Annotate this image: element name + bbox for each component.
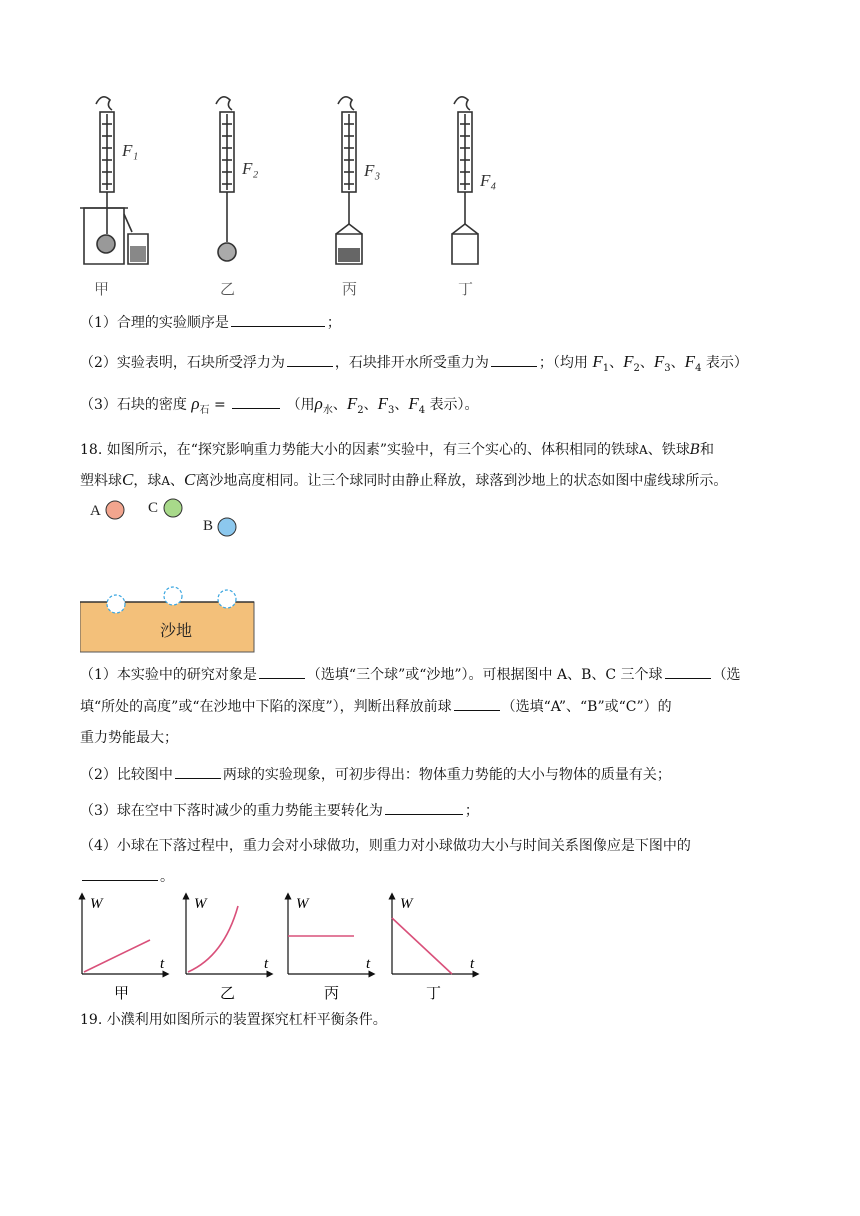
graph-bing-y-label: W [296,896,309,912]
q19-intro: 19. 小濮利用如图所示的装置探究杠杆平衡条件。 [80,1012,387,1028]
graph-jia-y-label: W [90,896,103,912]
answer-blank[interactable] [454,696,500,711]
graph-ding-y-label: W [400,896,413,912]
graph-ding-curve [392,918,452,974]
q18-intro-line1: 18. 如图所示，在“探究影响重力势能大小的因素”实验中，有三个实心的、体积相同的铁球A、铁球B和 [80,442,714,458]
answer-blank[interactable] [175,764,221,779]
graph-yi-name: 乙 [220,984,236,1002]
ball-A [106,501,124,519]
step-label-bing: 丙 [342,282,358,298]
graph-jia-curve [84,940,150,972]
graph-jia-name: 甲 [114,984,130,1002]
w-t-graphs [74,890,494,1004]
q17-part1: （1）合理的实验顺序是 ； [80,312,341,333]
graph-ding-name: 丁 [426,984,442,1002]
answer-blank[interactable] [491,352,537,367]
dashed-ball-C [164,587,182,605]
graph-yi-curve [188,906,238,972]
ball-label-A: A [90,503,101,519]
q18-part4: （4）小球在下落过程中，重力会对小球做功，则重力对小球做功大小与时间关系图像应是下图中的 [80,838,691,854]
answer-blank[interactable] [385,800,463,815]
graph-bing-x-label: t [366,956,371,972]
q18-part2: （2）比较图中 两球的实验现象，可初步得出：物体重力势能的大小与物体的质量有关； [80,764,671,785]
q18-part4-blank-line: 。 [80,866,174,887]
answer-blank[interactable] [82,866,158,881]
q17-part3: （3）石块的密度 $\rho_石$ = （用$\rho_水$、$F_2$、$F_3$、$F_4$ 表示）。 [80,394,479,416]
dashed-ball-A [107,595,125,613]
ball-B [218,518,236,536]
graph-jia-x-label: t [160,956,165,972]
graph-yi-y-label: W [194,896,207,912]
q17-part2: （2）实验表明，石块所受浮力为 ，石块排开水所受重力为 ；（均用 $F_1$、$F_2$、$F_3$、$F_4$ 表示） [80,352,748,374]
graph-jia [82,896,166,1002]
q18-part1-line2: 填“所处的高度”或“在沙地中下陷的深度”），判断出释放前球 （选填“A”、“B”或“C”）的 [80,696,672,717]
sand-label: 沙地 [160,621,193,640]
force-label-1: F₁ [122,141,139,160]
scale-bing [336,97,362,264]
graph-ding [392,896,476,1002]
scale-ding [452,97,478,264]
ball-C [164,499,182,517]
answer-blank[interactable] [287,352,333,367]
force-label-2: F₂ [242,159,259,178]
graph-bing-name: 丙 [324,984,340,1002]
graph-yi-x-label: t [264,956,269,972]
answer-blank[interactable] [232,394,280,409]
answer-blank[interactable] [665,664,711,679]
ball-drop-figure [80,494,260,656]
force-label-4: F₄ [480,171,497,190]
q18-part1-line1: （1）本实验中的研究对象是 （选填“三个球”或“沙地”）。可根据图中 A、B、C 三个球 （选 [80,664,741,685]
scale-yi [216,97,236,261]
q18-intro-line2: 塑料球C，球A、C离沙地高度相同。让三个球同时由静止释放，球落到沙地上的状态如图中虚线球所示。 [80,470,728,489]
answer-blank[interactable] [259,664,305,679]
force-label-3: F₃ [364,161,381,180]
spring-scale-figure [78,84,518,304]
step-label-ding: 丁 [458,282,474,298]
step-label-yi: 乙 [220,282,236,298]
graph-ding-x-label: t [470,956,475,972]
q18-part1-line3: 重力势能最大； [80,730,178,746]
scale-jia [80,97,148,264]
graph-yi [186,896,270,1002]
ball-label-C: C [148,500,159,516]
graph-bing [288,896,372,1002]
step-label-jia: 甲 [94,282,110,298]
ball-label-B: B [203,518,214,534]
dashed-ball-B [218,590,236,608]
q18-part3: （3）球在空中下落时减少的重力势能主要转化为 ； [80,800,479,821]
answer-blank[interactable] [231,312,325,327]
